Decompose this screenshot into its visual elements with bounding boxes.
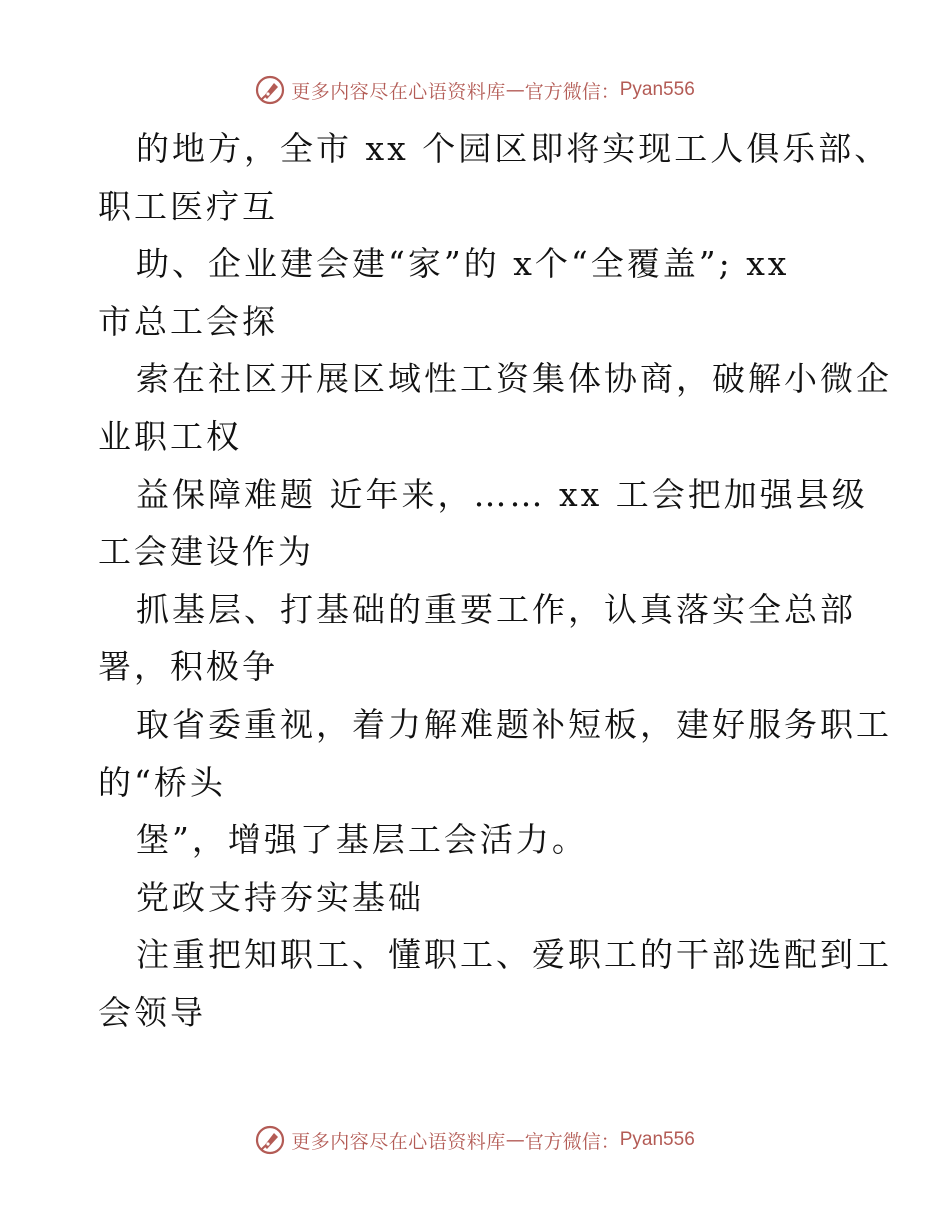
body-line: 取省委重视，着力解难题补短板，建好服务职工 — [136, 704, 892, 744]
body-line: 注重把知职工、懂职工、爱职工的干部选配到工 — [136, 935, 892, 975]
banner-slogan: 更多内容尽在心语资料库 — [291, 80, 506, 103]
body-line: 的“桥头 — [98, 762, 226, 802]
body-line: 益保障难题 近年来，…… xx 工会把加强县级 — [136, 474, 868, 514]
body-line: 署，积极争 — [98, 647, 278, 687]
banner-wechat-label: 官方微信： — [524, 80, 620, 103]
header-banner — [0, 70, 950, 110]
section-heading: 党政支持夯实基础 — [136, 877, 424, 917]
banner-wechat-label: 官方微信： — [524, 1130, 620, 1153]
pen-nib-icon — [255, 1125, 285, 1155]
body-line: 市总工会探 — [98, 301, 278, 341]
banner-wechat-id: Pyan556 — [619, 1129, 695, 1150]
pen-nib-icon — [255, 75, 285, 105]
banner-dash: — — [505, 79, 525, 101]
banner-dash: — — [505, 1129, 525, 1151]
footer-banner — [0, 1120, 950, 1160]
banner-slogan: 更多内容尽在心语资料库 — [291, 1130, 506, 1153]
body-line: 助、企业建会建“家”的 x个“全覆盖”; xx — [136, 244, 790, 284]
banner-wechat-id: Pyan556 — [619, 79, 695, 100]
body-line: 职工医疗互 — [98, 186, 278, 226]
body-line: 会领导 — [98, 992, 206, 1032]
body-line: 堡”，增强了基层工会活力。 — [136, 820, 588, 860]
body-line: 抓基层、打基础的重要工作，认真落实全总部 — [136, 589, 856, 629]
body-line: 的地方，全市 xx 个园区即将实现工人俱乐部、 — [136, 129, 891, 168]
document-body — [98, 120, 898, 1042]
body-line: 业职工权 — [98, 416, 242, 456]
body-line: 索在社区开展区域性工资集体协商，破解小微企 — [136, 359, 892, 399]
body-line: 工会建设作为 — [98, 532, 314, 572]
